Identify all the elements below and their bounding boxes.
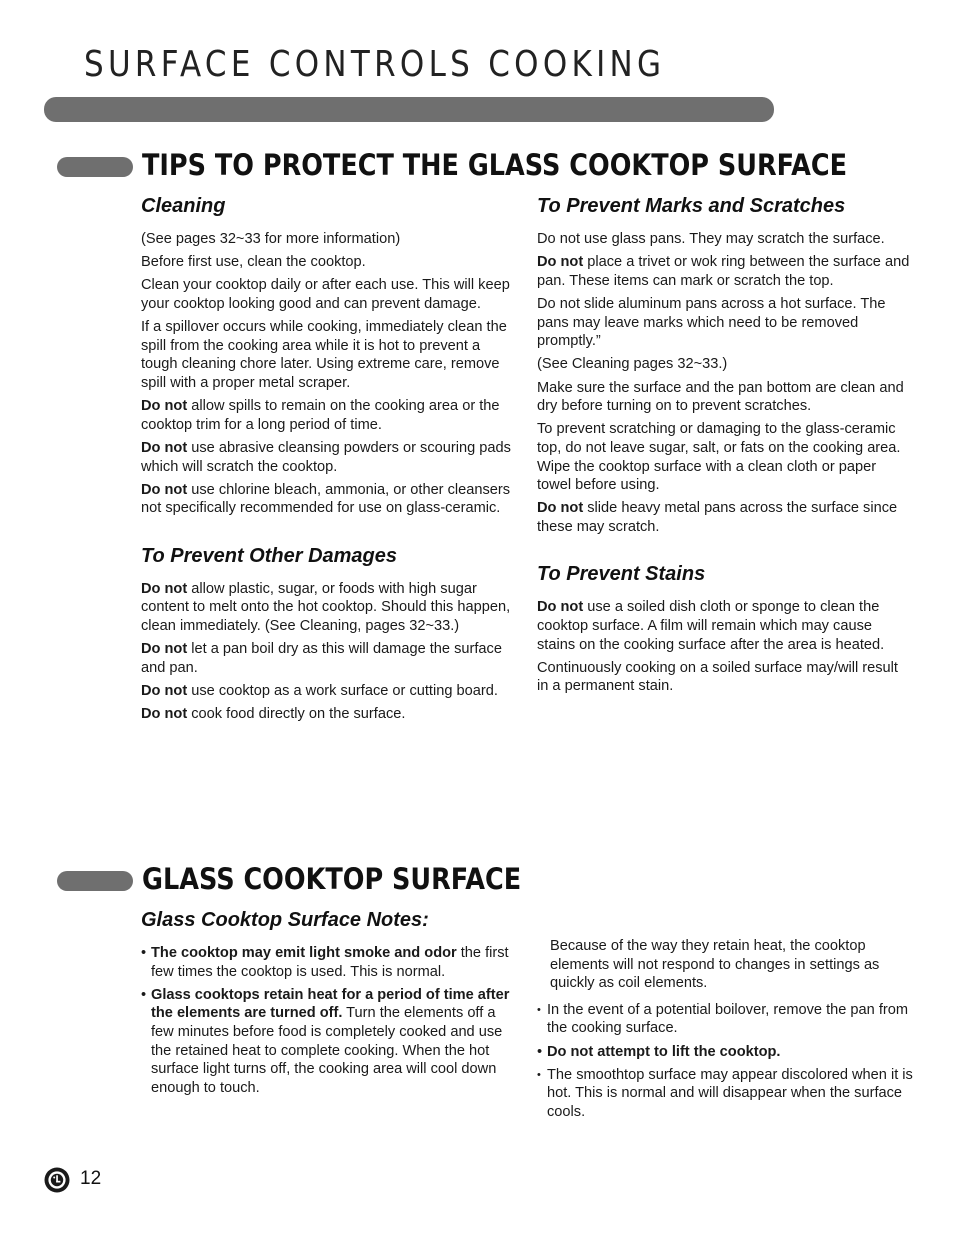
cleaning-text: Clean your cooktop daily or after each use. This will keep your cooktop looking good and can prevent damage. xyxy=(141,277,510,312)
page-number: 12 xyxy=(80,1168,102,1189)
other-damages-heading: To Prevent Other Damages xyxy=(141,544,398,567)
list-item: • Do not attempt to lift the cooktop. xyxy=(537,1043,913,1062)
scratches-text: Make sure the surface and the pan bottom are clean and dry before turning on to prevent scratches. xyxy=(537,379,904,415)
stains-heading: To Prevent Stains xyxy=(537,563,706,586)
list-item: • The cooktop may emit light smoke and odor the first few times the cooktop is used. This is normal. xyxy=(141,944,517,981)
scratches-text: Do not use glass pans. They may scratch the surface. xyxy=(537,231,885,247)
glass-notes-list-right xyxy=(537,1001,913,1122)
cleaning-heading: Cleaning xyxy=(141,195,226,217)
tips-right-column xyxy=(537,194,913,701)
glass-notes-list xyxy=(141,944,517,1097)
cleaning-warning: Do not allow spills to remain on the cooking area or the cooktop trim for a long period of time. xyxy=(141,398,500,433)
list-item: • The smoothtop surface may appear discolored when it is hot. This is normal and will disappear when the surface cools. xyxy=(537,1066,913,1122)
section-title-tips: TIPS TO PROTECT THE GLASS COOKTOP SURFACE xyxy=(142,148,848,182)
cleaning-text: Before first use, clean the cooktop. xyxy=(141,254,366,271)
damages-warning: Do not allow plastic, sugar, or foods with high sugar content to melt onto the hot cooktop. Should this happen, clean immediately. (See Cleaning, pages 32~33.) xyxy=(141,580,511,635)
section-marker-pill xyxy=(57,871,133,891)
cleaning-warning: Do not use chlorine bleach, ammonia, or other cleansers not specifically recommended for use on glass-ceramic. xyxy=(141,481,511,517)
damages-warning: Do not let a pan boil dry as this will damage the surface and pan. xyxy=(141,641,502,676)
glass-notes-heading: Glass Cooktop Surface Notes: xyxy=(141,909,429,931)
cleaning-warning: Do not use abrasive cleansing powders or scouring pads which will scratch the cooktop. xyxy=(141,439,511,475)
lg-logo-icon xyxy=(44,1167,70,1193)
cleaning-text: If a spillover occurs while cooking, immediately clean the spill from the cooking area while it is hot to prevent a tough cleaning chore later. Using extreme care, remove spill with a proper metal scraper. xyxy=(141,319,507,391)
stains-warning: Do not use a soiled dish cloth or sponge to clean the cooktop surface. A film will remain which may cause stains on the cooking surface after the area is heated. xyxy=(537,599,885,653)
damages-warning: Do not cook food directly on the surface. xyxy=(141,706,406,723)
tips-left-column xyxy=(141,194,513,728)
page-title: SURFACE CONTROLS COOKING xyxy=(84,44,666,85)
scratches-warning: Do not slide heavy metal pans across the surface since these may scratch. xyxy=(537,500,898,535)
scratches-warning: Do not place a trivet or wok ring between the surface and pan. These items can mark or scratch the top. xyxy=(537,254,910,289)
glass-right-column xyxy=(537,937,913,1126)
stains-text: Continuously cooking on a soiled surface may/will result in a permanent stain. xyxy=(537,659,898,695)
scratches-text: (See Cleaning pages 32~33.) xyxy=(537,356,728,373)
marks-scratches-heading: To Prevent Marks and Scratches xyxy=(537,195,846,217)
section-title-glass: GLASS COOKTOP SURFACE xyxy=(142,862,522,896)
section-marker-pill xyxy=(57,157,133,177)
list-item: • In the event of a potential boilover, remove the pan from the cooking surface. xyxy=(537,1001,913,1038)
title-divider-bar xyxy=(44,97,774,122)
damages-warning: Do not use cooktop as a work surface or cutting board. xyxy=(141,683,498,700)
cleaning-text: (See pages 32~33 for more information) xyxy=(141,231,401,247)
retained-heat-text: Because of the way they retain heat, the cooktop elements will not respond to changes in settings as quickly as coil elements. xyxy=(550,938,880,992)
scratches-text: To prevent scratching or damaging to the glass-ceramic top, do not leave sugar, salt, or fats on the cooking area. Wipe the cooktop surface with a clean cloth or paper towel before using. xyxy=(537,421,901,494)
glass-left-column xyxy=(141,908,517,1102)
list-item: • Glass cooktops retain heat for a period of time after the elements are turned off. Turn the elements off a few minutes before food is completely cooked and use the retained heat to complete cooking. When the hot surface light turns off, the cooking area will cool down enough to touch. xyxy=(141,986,517,1098)
scratches-text: Do not slide aluminum pans across a hot surface. The pans may leave marks which need to be removed promptly.” xyxy=(537,295,886,350)
